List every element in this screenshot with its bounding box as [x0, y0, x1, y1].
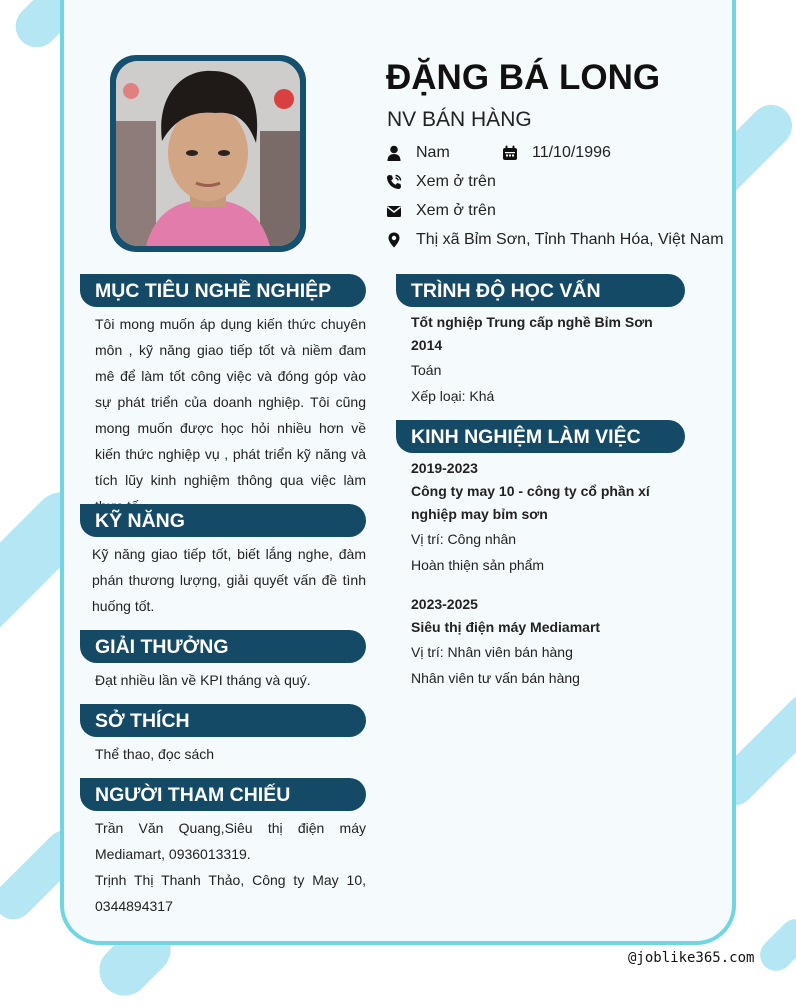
- phone-value: Xem ở trên: [416, 173, 496, 190]
- phone-row: [386, 173, 496, 191]
- experience-heading: KINH NGHIỆM LÀM VIỆC: [396, 420, 685, 453]
- job-description: Nhân viên tư vấn bán hàng: [411, 670, 580, 686]
- awards-heading: GIẢI THƯỞNG: [80, 630, 366, 663]
- education-school: Tốt nghiệp Trung cấp nghề Bỉm Sơn: [411, 314, 653, 330]
- hobbies-text: Thể thao, đọc sách: [95, 746, 215, 762]
- profile-photo: [110, 55, 306, 252]
- address-value: Thị xã Bỉm Sơn, Tỉnh Thanh Hóa, Việt Nam: [416, 231, 724, 248]
- envelope-icon: [386, 203, 402, 219]
- job-company: Siêu thị điện máy Mediamart: [411, 619, 601, 635]
- objective-heading: MỤC TIÊU NGHỀ NGHIỆP: [80, 274, 366, 307]
- user-icon: [386, 145, 402, 161]
- job-company: Công ty may 10 - công ty cổ phần xí nghiệp may bỉm sơn: [411, 483, 650, 522]
- job-role: Vị trí: Công nhân: [411, 531, 517, 547]
- job-period: 2019-2023: [411, 460, 478, 476]
- footer-watermark: @joblike365.com: [628, 950, 755, 966]
- candidate-name: ĐẶNG BÁ LONG: [386, 58, 661, 97]
- education-heading: TRÌNH ĐỘ HỌC VẤN: [396, 274, 685, 307]
- references-heading: NGƯỜI THAM CHIẾU: [80, 778, 366, 811]
- gender-value: Nam: [416, 144, 450, 161]
- objective-text: Tôi mong muốn áp dụng kiến thức chuyên môn , kỹ năng giao tiếp tốt và niềm đam mê để làm tốt công việc và đóng góp vào sự phát triển của doanh nghiệp. Tôi cũng mong muốn được học hỏi nhiều hơn về kiến thức nghiệp vụ , phát triển kỹ năng và tích lũy kinh nghiệm thông qua việc làm: [95, 316, 366, 488]
- avatar: [116, 61, 300, 246]
- gender-row: [386, 144, 450, 162]
- birthdate-value: 11/10/1996: [532, 144, 611, 161]
- address-row: [386, 231, 724, 249]
- job-description: Hoàn thiện sản phẩm: [411, 557, 545, 573]
- job-period: 2023-2025: [411, 596, 478, 612]
- email-row: [386, 202, 496, 220]
- birthdate-row: [502, 144, 611, 162]
- education-year: 2014: [411, 337, 443, 353]
- hobbies-heading: SỞ THÍCH: [80, 704, 366, 737]
- reference-item: Trần Văn Quang,Siêu thị điện máy Mediamart, 0936013319.: [95, 820, 366, 862]
- job-role: Vị trí: Nhân viên bán hàng: [411, 644, 573, 660]
- candidate-position: NV BÁN HÀNG: [387, 108, 532, 131]
- skills-text: Kỹ năng giao tiếp tốt, biết lắng nghe, đàm phán thương lượng, giải quyết vấn đề tình huống tốt.: [92, 546, 366, 614]
- calendar-icon: [502, 145, 518, 161]
- awards-text: Đạt nhiều lần về KPI tháng và quý.: [95, 672, 311, 688]
- reference-item: Trịnh Thị Thanh Thảo, Công ty May 10, 0344894317: [95, 872, 366, 914]
- education-grade: Xếp loại: Khá: [411, 388, 495, 404]
- map-pin-icon: [386, 232, 402, 248]
- decor-stripe: [753, 912, 796, 977]
- skills-heading: KỸ NĂNG: [80, 504, 366, 537]
- phone-icon: [386, 174, 402, 190]
- email-value: Xem ở trên: [416, 202, 496, 219]
- education-major: Toán: [411, 362, 442, 378]
